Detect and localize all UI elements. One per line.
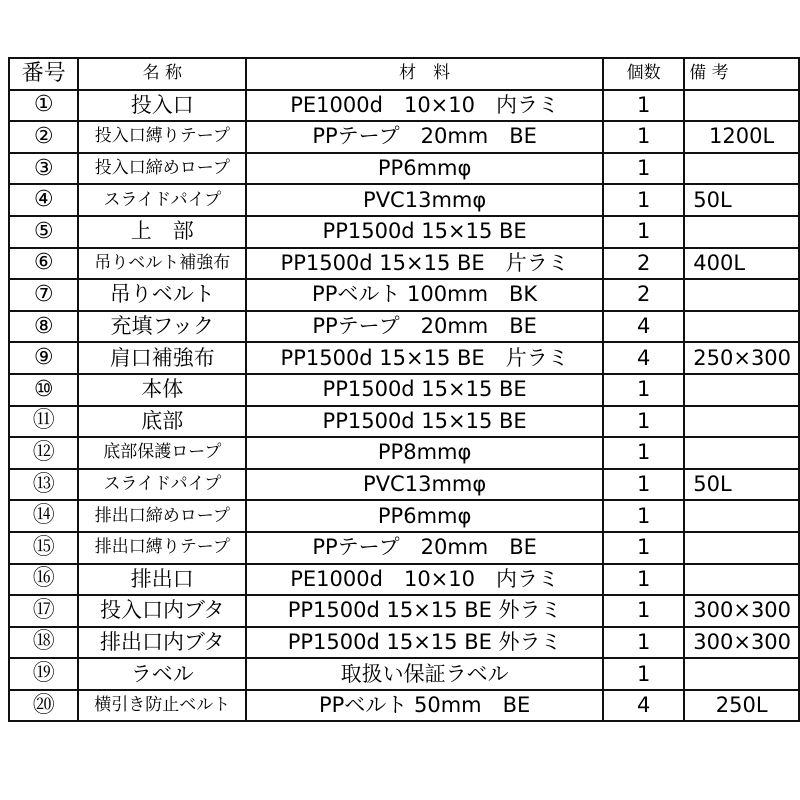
parts-table bbox=[8, 57, 800, 722]
table-row bbox=[9, 184, 799, 216]
row-qty: 1 bbox=[603, 564, 684, 596]
row-number: ⑮ bbox=[9, 532, 78, 564]
row-material: PP1500d 15×15 BE 片ラミ bbox=[246, 248, 603, 280]
table-row bbox=[9, 248, 799, 280]
row-note bbox=[684, 311, 799, 343]
table-row bbox=[9, 374, 799, 406]
row-qty: 1 bbox=[603, 153, 684, 185]
row-number: ⑫ bbox=[9, 437, 78, 469]
row-number: ④ bbox=[9, 184, 78, 216]
row-number: ② bbox=[9, 121, 78, 153]
row-note: 50L bbox=[684, 469, 799, 501]
row-number: ⑲ bbox=[9, 658, 78, 690]
row-name: 投入口内ブタ bbox=[78, 595, 246, 627]
row-material: PE1000d 10×10 内ラミ bbox=[246, 90, 603, 122]
row-number: ⑥ bbox=[9, 248, 78, 280]
row-note: 300×300 bbox=[684, 595, 799, 627]
row-name: 排出口内ブタ bbox=[78, 627, 246, 659]
row-material: PPテープ 20mm BE bbox=[246, 121, 603, 153]
table-row bbox=[9, 216, 799, 248]
table-row bbox=[9, 311, 799, 343]
row-note: 50L bbox=[684, 184, 799, 216]
row-material: PP1500d 15×15 BE 片ラミ bbox=[246, 342, 603, 374]
row-qty: 4 bbox=[603, 311, 684, 343]
row-material: PP6mmφ bbox=[246, 153, 603, 185]
row-note: 250L bbox=[684, 690, 799, 722]
row-name: 吊りベルト補強布 bbox=[78, 248, 246, 280]
row-qty: 1 bbox=[603, 374, 684, 406]
row-name: 肩口補強布 bbox=[78, 342, 246, 374]
table-row bbox=[9, 690, 799, 722]
row-qty: 1 bbox=[603, 406, 684, 438]
row-name: スライドパイプ bbox=[78, 184, 246, 216]
row-number: ⑤ bbox=[9, 216, 78, 248]
parts-table-container bbox=[8, 57, 800, 722]
row-qty: 4 bbox=[603, 690, 684, 722]
row-material: PPテープ 20mm BE bbox=[246, 311, 603, 343]
row-note: 250×300 bbox=[684, 342, 799, 374]
row-name: 本体 bbox=[78, 374, 246, 406]
row-number: ⑬ bbox=[9, 469, 78, 501]
row-name: 上 部 bbox=[78, 216, 246, 248]
row-name: 底部 bbox=[78, 406, 246, 438]
table-row bbox=[9, 406, 799, 438]
table-row bbox=[9, 500, 799, 532]
row-material: PPベルト 50mm BE bbox=[246, 690, 603, 722]
row-qty: 2 bbox=[603, 248, 684, 280]
row-material: PVC13mmφ bbox=[246, 184, 603, 216]
row-qty: 4 bbox=[603, 342, 684, 374]
table-row bbox=[9, 627, 799, 659]
row-number: ⑳ bbox=[9, 690, 78, 722]
row-qty: 1 bbox=[603, 121, 684, 153]
row-name: ラベル bbox=[78, 658, 246, 690]
row-number: ⑪ bbox=[9, 406, 78, 438]
header-name: 名 称 bbox=[78, 58, 246, 90]
row-note bbox=[684, 500, 799, 532]
row-number: ⑩ bbox=[9, 374, 78, 406]
row-note: 1200L bbox=[684, 121, 799, 153]
table-row bbox=[9, 121, 799, 153]
row-number: ⑯ bbox=[9, 564, 78, 596]
row-note bbox=[684, 90, 799, 122]
table-row bbox=[9, 564, 799, 596]
row-name: 横引き防止ベルト bbox=[78, 690, 246, 722]
row-name: 排出口締めロープ bbox=[78, 500, 246, 532]
row-note: 400L bbox=[684, 248, 799, 280]
table-row bbox=[9, 437, 799, 469]
row-name: 投入口 bbox=[78, 90, 246, 122]
table-row bbox=[9, 90, 799, 122]
header-note: 備 考 bbox=[684, 58, 799, 90]
header-material: 材 料 bbox=[246, 58, 603, 90]
row-number: ③ bbox=[9, 153, 78, 185]
table-row bbox=[9, 342, 799, 374]
row-material: PP1500d 15×15 BE bbox=[246, 374, 603, 406]
row-name: 排出口 bbox=[78, 564, 246, 596]
row-qty: 2 bbox=[603, 279, 684, 311]
row-qty: 1 bbox=[603, 437, 684, 469]
row-number: ⑰ bbox=[9, 595, 78, 627]
row-number: ⑱ bbox=[9, 627, 78, 659]
row-number: ⑭ bbox=[9, 500, 78, 532]
row-qty: 1 bbox=[603, 90, 684, 122]
table-row bbox=[9, 532, 799, 564]
row-material: PP1500d 15×15 BE 外ラミ bbox=[246, 595, 603, 627]
row-name: 吊りベルト bbox=[78, 279, 246, 311]
table-row bbox=[9, 658, 799, 690]
row-number: ⑦ bbox=[9, 279, 78, 311]
row-number: ⑨ bbox=[9, 342, 78, 374]
row-qty: 1 bbox=[603, 595, 684, 627]
row-note bbox=[684, 153, 799, 185]
row-material: 取扱い保証ラベル bbox=[246, 658, 603, 690]
row-qty: 1 bbox=[603, 500, 684, 532]
row-number: ⑧ bbox=[9, 311, 78, 343]
row-name: 投入口締めロープ bbox=[78, 153, 246, 185]
row-material: PP1500d 15×15 BE bbox=[246, 406, 603, 438]
row-qty: 1 bbox=[603, 532, 684, 564]
row-material: PP1500d 15×15 BE bbox=[246, 216, 603, 248]
row-note bbox=[684, 564, 799, 596]
table-header-row bbox=[9, 58, 799, 90]
row-number: ① bbox=[9, 90, 78, 122]
row-qty: 1 bbox=[603, 658, 684, 690]
row-material: PVC13mmφ bbox=[246, 469, 603, 501]
row-material: PP1500d 15×15 BE 外ラミ bbox=[246, 627, 603, 659]
row-name: 投入口縛りテープ bbox=[78, 121, 246, 153]
row-qty: 1 bbox=[603, 184, 684, 216]
row-material: PP6mmφ bbox=[246, 500, 603, 532]
row-note bbox=[684, 437, 799, 469]
table-row bbox=[9, 279, 799, 311]
header-no: 番号 bbox=[9, 58, 78, 90]
row-note bbox=[684, 532, 799, 564]
header-qty: 個数 bbox=[603, 58, 684, 90]
row-qty: 1 bbox=[603, 627, 684, 659]
row-name: 排出口縛りテープ bbox=[78, 532, 246, 564]
table-row bbox=[9, 153, 799, 185]
table-body bbox=[9, 90, 799, 722]
row-note bbox=[684, 279, 799, 311]
row-name: 底部保護ロープ bbox=[78, 437, 246, 469]
row-material: PP8mmφ bbox=[246, 437, 603, 469]
row-note bbox=[684, 406, 799, 438]
row-note: 300×300 bbox=[684, 627, 799, 659]
row-note bbox=[684, 216, 799, 248]
row-name: スライドパイプ bbox=[78, 469, 246, 501]
row-material: PE1000d 10×10 内ラミ bbox=[246, 564, 603, 596]
row-name: 充填フック bbox=[78, 311, 246, 343]
row-qty: 1 bbox=[603, 216, 684, 248]
row-note bbox=[684, 658, 799, 690]
row-note bbox=[684, 374, 799, 406]
table-row bbox=[9, 595, 799, 627]
row-qty: 1 bbox=[603, 469, 684, 501]
table-row bbox=[9, 469, 799, 501]
row-material: PPテープ 20mm BE bbox=[246, 532, 603, 564]
row-material: PPベルト 100mm BK bbox=[246, 279, 603, 311]
